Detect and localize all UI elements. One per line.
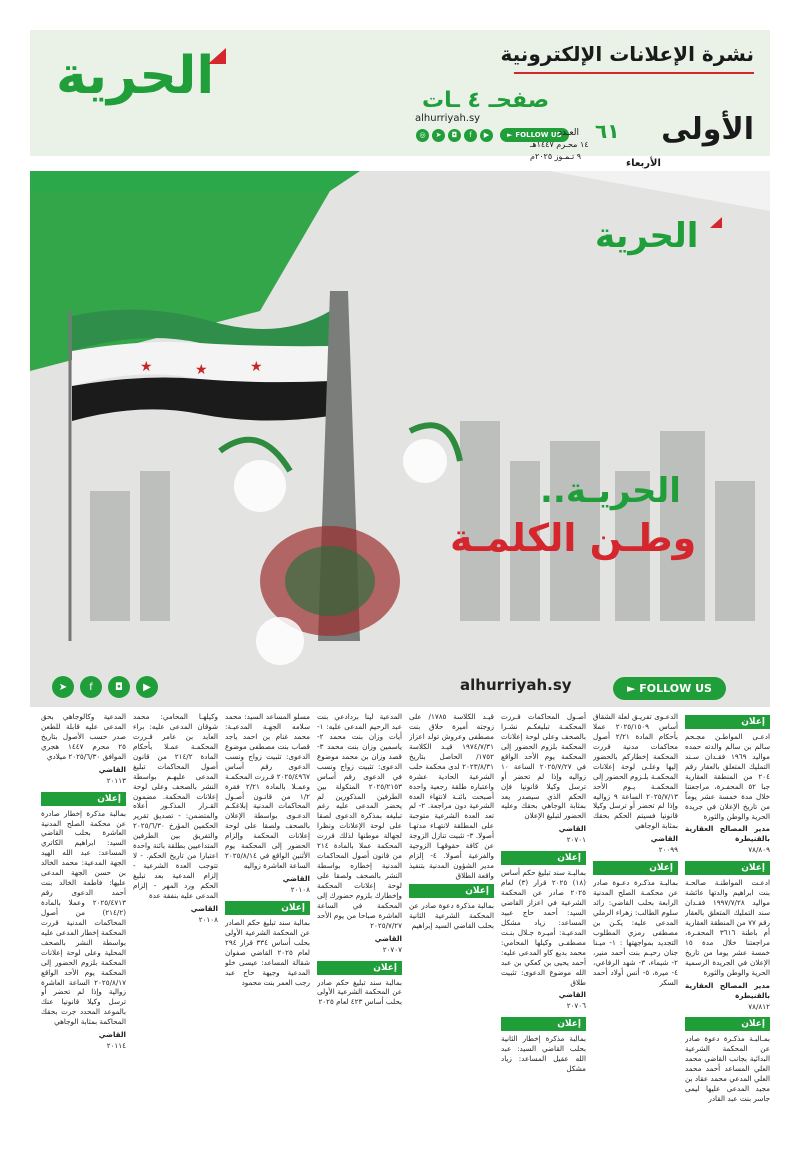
- instagram-icon[interactable]: ◘: [448, 129, 461, 142]
- announcement-block: [685, 1017, 770, 1104]
- masthead: [30, 30, 770, 169]
- announcement-signature: القاضي: [98, 1030, 126, 1040]
- announcement-code: ٢٠٧٠٧: [382, 944, 402, 954]
- youtube-icon[interactable]: ▶: [136, 676, 158, 698]
- announcement-block: [409, 884, 494, 931]
- telegram-icon[interactable]: ➤: [52, 676, 74, 698]
- announcement-text: ادعـى المواطـن مجـحم سالم بن سالم والدته حمده مواليد ١٩٦٩ فقـدان سـند التمليك المتعلق بالعقار رقم ٢٠٤ من المنطقة العقارية جبا ٥٢ المحفـرة، مراجعتنا خلال مدة خمسة عشر يوماً من تاريخ الإعلان في جريدة الحرية والوطن والثورة: [685, 732, 770, 821]
- announcements-columns: [30, 712, 770, 1167]
- cover-follow-us-button[interactable]: ► FOLLOW US: [613, 677, 726, 700]
- edition-label: الأولى: [661, 112, 754, 147]
- announcement-signature: القاضي: [98, 764, 126, 774]
- announcement-block: [317, 961, 402, 1008]
- announcement-code: ٢٠١٠٨: [198, 914, 218, 924]
- cover-slogan-line1: الحريـة..: [540, 471, 681, 511]
- announcement-block: [593, 861, 678, 987]
- youtube-icon[interactable]: ▶: [480, 129, 493, 142]
- arrow-right-icon: ►: [507, 131, 513, 139]
- whatsapp-icon[interactable]: ◎: [416, 129, 429, 142]
- announcement-heading: إعلان: [685, 861, 770, 875]
- announcement-code: ٧٨/٨١٢: [748, 1001, 770, 1011]
- announcement-signature: القاضي: [558, 990, 586, 1000]
- announcement-code: ٢٠٠٩٩: [658, 845, 678, 855]
- announcement-block: [685, 861, 770, 1011]
- cover-social-row: [52, 676, 158, 698]
- announcement-code: ٢٠١١٤: [106, 1041, 126, 1051]
- announcement-signature: القاضي: [650, 834, 678, 844]
- announcement-code: ٢٠١٠٨: [290, 884, 310, 894]
- announcement-text: بمالبة سند تبليغ حكم الصادر عن المحكمة الشرعية الأولى بحلب أساس ٣٣٤ قرار ٢٩٤ لعام ٢٠٢٥ القاضي صفوان شقالة المساعد: عيسى خلو المدعية وجيهة حاج عبد رجب العمر بنت محمود: [225, 917, 310, 987]
- announcement-column: [41, 712, 126, 1167]
- cover-logo: الحرية: [595, 216, 699, 256]
- announcement-heading: إعلان: [225, 901, 310, 915]
- announcement-text: بمالبـة مذكـرة دعـوة صادر عن محكمـة الصلح المدنية الرابعة بحلب القاضي: رائد سلوم الطالب: زهراء الرملي المدعى عليه: يكـن بن مصطفى رمزي المطلوب التجديد بمواجهتها : ١- ميـنا جنان رحيـم بنت أحمد منير، ٢- شيماء، ٣- شهد الرفاعي، ٤- ميرة، ٥- أنس أولاد أحمد السكر: [593, 878, 678, 987]
- title-underline: [514, 72, 754, 74]
- cover-logo-red-accent: [710, 217, 722, 228]
- announcement-text: أصـول المحاكمات قـررت المحكمـة تبليغكـم نشـرا بالصحف وعلى لوحة إعلانات المحكمة بلزوم الحضور إلى المحكمة يوم الأحد الواقع في ٢٠٢٥/٧/٢٧ الساعة ١٠ زواليه وإذا لم تحضر أو ترسل وكيلا قانونيا فإن الحكم الذي سيصدر يعد بمثابة الوجاهي بحقك وعليه الحضور لتبليغ الإعلان: [501, 712, 586, 821]
- facebook-icon[interactable]: f: [80, 676, 102, 698]
- announcement-column: [685, 712, 770, 1167]
- website-link[interactable]: alhurriyah.sy: [415, 113, 481, 124]
- svg-text:★: ★: [250, 359, 263, 375]
- announcement-heading: إعلان: [409, 884, 494, 898]
- cover-banner: [30, 171, 770, 707]
- announcement-block: [41, 712, 126, 786]
- announcement-block: [317, 712, 402, 955]
- announcement-text: بمالبة مذكرة إخطار الثانية بحلب القاضي السيد: عبد الله عقيل المساعد: زياد مشكل: [501, 1034, 586, 1074]
- follow-us-label: FOLLOW US: [515, 131, 562, 139]
- announcement-heading: إعلان: [501, 1017, 586, 1031]
- announcement-column: [501, 712, 586, 1167]
- weekday: الأربعاء: [626, 158, 661, 169]
- announcement-signature: القاضي: [282, 874, 310, 883]
- announcement-block: [225, 712, 310, 895]
- announcement-block: [409, 712, 494, 881]
- telegram-icon[interactable]: ➤: [432, 129, 445, 142]
- announcement-heading: إعلان: [501, 851, 586, 865]
- logo-red-accent: [208, 48, 226, 64]
- announcement-block: [133, 712, 218, 925]
- date-gregorian: ٩ تـمـوز ٢٠٢٥م: [530, 152, 582, 161]
- pages-count: صفحـ ٤ ـات: [422, 88, 550, 113]
- announcement-heading: إعلان: [685, 1017, 770, 1031]
- announcement-block: [225, 901, 310, 988]
- announcement-block: [685, 715, 770, 855]
- logo-text: الحرية: [56, 46, 215, 106]
- announcement-heading: إعلان: [593, 861, 678, 875]
- announcement-text: الدعـوى تفريـق لعلة الشقاق أساس ٢٠٢٥/١٥٠٩ عملا بأحكام المادة ٢/٢١ أصول محاكمات مدنية قررت المحكمة إخطاركم بالحضور إليها وعلـى لوحة إعلانات المحكمـة بلـزوم الحضور إلى المحكمـة يـوم الأحد ٢٠٢٥/٧/١٣ الساعة ٩ زواليه وإذا لم تحضر أو ترسل وكيلا قانونيا فسيتم الحكم بحقك بمثابة الوجاهي: [593, 712, 678, 831]
- announcement-text: المدعية لينا بردادعي بنت عبد الرحيم المدعى عليه: ١- أيات وزان بنت محمد ٢- ياسمين وزان بنت محمد ٣- قصد وزان بن محمد موضوع الدعوى: تثبيت زواج ونسب في الدعوى رقم أساس ٢٠٢٥/٢١٥٣ المتكولة بين الطرفين المذكورين لم يحضر المدعى عليه رغم تبليغه بمذكرة الدعوى لصقا على لوحة الإعلانات ونظرا لجهالة موطنها لذلك قررت المحكمة عملا بالمادة ٢١٤ من قانون أصول المحاكمات المدنية إخطاره بواسطة النشر بالصحف ولصقا على لوحة إعلانات المحكمة وإخطارك بلزوم حضورك إلى المحكمة في الساعة العاشرة صباحا من يوم الأحد ٢٠٢٥/٧/٢٧: [317, 712, 402, 930]
- instagram-icon[interactable]: ◘: [108, 676, 130, 698]
- announcement-code: ٢٠١١٣: [106, 775, 126, 785]
- announcement-text: بمالبة سند تبليغ حكم صادر عن المحكمة الشرعية الأولى بحلب أساس ٤٢٣ لعام ٢٠٢٥: [317, 977, 402, 1007]
- alhurriyah-logo[interactable]: [48, 40, 228, 124]
- announcement-text: المدعية وكالوجاهي بحق المدعى عليه قابلة للطعن صدر حسب الأصول بتاريخ ٢٥ محرم ١٤٤٧ هجري الموافق ٢٠٢٥/٦/٣٠ ميلادي: [41, 712, 126, 761]
- announcement-code: ٧٨/٨٠٩: [748, 845, 770, 855]
- syrian-flag: [72, 310, 330, 421]
- issue-label: العـدد: [558, 128, 579, 138]
- announcement-signature: القاضي: [374, 933, 402, 943]
- announcement-text: قيـد الكلاسة ١٧٨٥/ على زوجته أميرة حلاق بنت مصطفى وعروش تولد اعزاز ١٩٧٤/٧/٣١ قيـد الكلاسة ١٧٥٢/ الحاصل بتاريخ ٢٠٢٣/٨/٣١ لدى محكمة حلب الشرعية الحادية عشرة واعتباره طلقة رجعية واحدة أصبحت بائنـة لانتهاء العدة الشرعية دون مراجعة. ٢- لم تعد العدة الشرعية متوجبة على المطلقة لانتهـاء مدتهـا أصولا. ٣- تثبيت تنازل الزوجة عن كافة حقوقهـا الزوجية والفرعية أصولا. ٤- إلزام مدير الشؤون المدنية بتنفيذ واقعة الطلاق: [409, 712, 494, 880]
- announcement-block: [501, 1017, 586, 1074]
- announcement-column: [133, 712, 218, 1167]
- announcement-text: وكيلهـا المحامي: محمد شوقان المدعى عليه: براء العابد بن عامر قـررت المحكمـة عمـلا بأحكام المادة ٢١٤/٢ من قانون أصول المحاكمات تبليغ المدعى عليهـم بواسطة النشر بالصحف وعلى لوحة إعلانات المحكمة. مضمون القـرار المذكـور أعلاه والمتضمن: - تصديق تقرير الحكمين المؤرخ ٢٠٢٥/٦/٣٠ والتفريق بين الطرفين المتداعيين بطلقة بائنة واحدة اعتبارا من تاريخ الحكم. - لا تتوجب العدة الشرعية - إلزام المدعية بعد تبليغ الحكم ورد المهر - إلزام المدعى عليه بنفقة عدة: [133, 712, 218, 900]
- announcement-heading: إعلان: [317, 961, 402, 975]
- announcement-block: [41, 792, 126, 1052]
- announcement-block: [501, 712, 586, 845]
- announcement-text: بمالبة مذكرة دعوة صادر عن المحكمة الشرعية الثانية بحلب القاضي السيد إبراهيم: [409, 900, 494, 930]
- announcement-signature: القاضي: [558, 824, 586, 834]
- announcement-text: بمـالبـة مذكـرة دعوة صادر عن المحكمة الشرعية البدائية بجانب القاضي محمد العلي المساعد أحمد محمد العلي المدعي محمد عقاد بن مجيد المدعى عليها ليمى جاسر بنت عبد القادر: [685, 1034, 770, 1104]
- issue-number: ٦١: [595, 119, 620, 143]
- announcement-column: [225, 712, 310, 1167]
- announcement-code: ٢٠٧٠٦: [566, 1001, 586, 1011]
- announcement-text: ادعـت المواطنـة صالحـة بنت ابراهيم والدتها عائشة مواليد ١٩٩٧/٧/٢٨ فقـدان سند التمليك المتعلق بالعقار رقم ٧٧ من المنطقة العقارية أم باطنة ٣٦١٦ المحفـرة، مراجعتنا خلال مدة ١٥ خمسة عشر يوما من تاريخ الإعلان في الجريدة الرسمية الحرية والوطن والثورة: [685, 878, 770, 977]
- announcement-column: [593, 712, 678, 1167]
- cover-website-link[interactable]: alhurriyah.sy: [460, 676, 572, 694]
- announcement-column: [409, 712, 494, 1167]
- announcement-block: [501, 851, 586, 1011]
- cover-slogan-line2: وطـن الكلمـة: [450, 516, 697, 560]
- date-hijri: ١٤ محـرم ١٤٤٧هـ: [530, 140, 589, 149]
- announcement-block: [593, 712, 678, 855]
- announcement-text: بمالبة مذكرة إخطار صادرة عن محكمة الصلح المدنية العاشرة بحلب القاضي السيد: ابراهيم الكاتري المساعد: عبد الله الهيد الجهة المدعية: محمد الخالد بن حسن الجهة المدعى عليها: فاطمة الخالد بنت أحمد الدعوى رقم ٢٠٢٥/٤٧١٣ وعملا بالمادة (٢١٤/٢) من أصول المحاكمات المدنية قررت المحكمة إخطار المدعى عليه بواسطة النشر بالصحف المحلية وعلى لوحة إعلانات المحكمة بلزوم الحضور إلى المحكمة يوم الأحد الواقع ٢٠٢٥/٨/١٧ الساعة العاشرة زوالية وإذا لم تحضر أو ترسل وكيلا قانونيا عنك بالموعد المحدد جرت بحقك المحاكمة بمثابة الوجاهي: [41, 808, 126, 1027]
- cover-follow-us-label: FOLLOW US: [639, 682, 712, 695]
- announcement-code: ٢٠٧٠١: [566, 835, 586, 845]
- announcement-signature: مدير المصالح العقارية بالقنيطرة: [685, 980, 770, 1000]
- announcement-text: بمالبـة سند تبليغ حكم أساس (١٨) ٢٠٢٥ قرار (٣) لعام ٢٠٢٥ صادر عن المحكمة الشرعية في اعزاز القاضي السيد: أحمد حاج عبيد المساعد: زياد مشكل المدعيـة: أميـرة جـلال بنـت مصطفـى وكيلها المحامي: محمد بديع كاو المدعى عليه: أحمد يحيى بن كعكي بن عبد الله موضوع الدعوى: تثبيت طلاق: [501, 868, 586, 987]
- announcement-signature: القاضي: [190, 903, 218, 913]
- announcement-text: مسلو المساعد السيد: محمد سلامه الجهـة المدعيـة: محمد غنام بن احمد ياجد قصاب بنت مصطفى موضوع الدعوى: تثبيت زواج ونسب الدعوى رقم أساس ٢٠٢٥/٤٩٦٧ قـررت المحكمـة وعمـلا بالمادة ٢/٢١ فقرة ١/٢ من قانـون أصـول المحاكمات المدنية إبلاغكـم الدعـوى بواسطة الإعلان بالصحف ولصقا على لوحة إعلانات المحكمة وإلزام الحضور إلى المحكمة يوم الأثنين الواقع في ٢٠٢٥/٨/١٤ الساعة العاشرة زواليه: [225, 712, 310, 871]
- svg-text:★: ★: [195, 362, 208, 378]
- announcement-column: [317, 712, 402, 1167]
- announcement-heading: إعلان: [41, 792, 126, 806]
- publication-title: نشرة الإعلانات الإلكترونية: [500, 42, 754, 66]
- announcement-heading: إعلان: [685, 715, 770, 729]
- svg-text:★: ★: [140, 359, 153, 375]
- facebook-icon[interactable]: f: [464, 129, 477, 142]
- announcement-signature: مدير المصالح العقارية بالقنيطرة: [685, 824, 770, 844]
